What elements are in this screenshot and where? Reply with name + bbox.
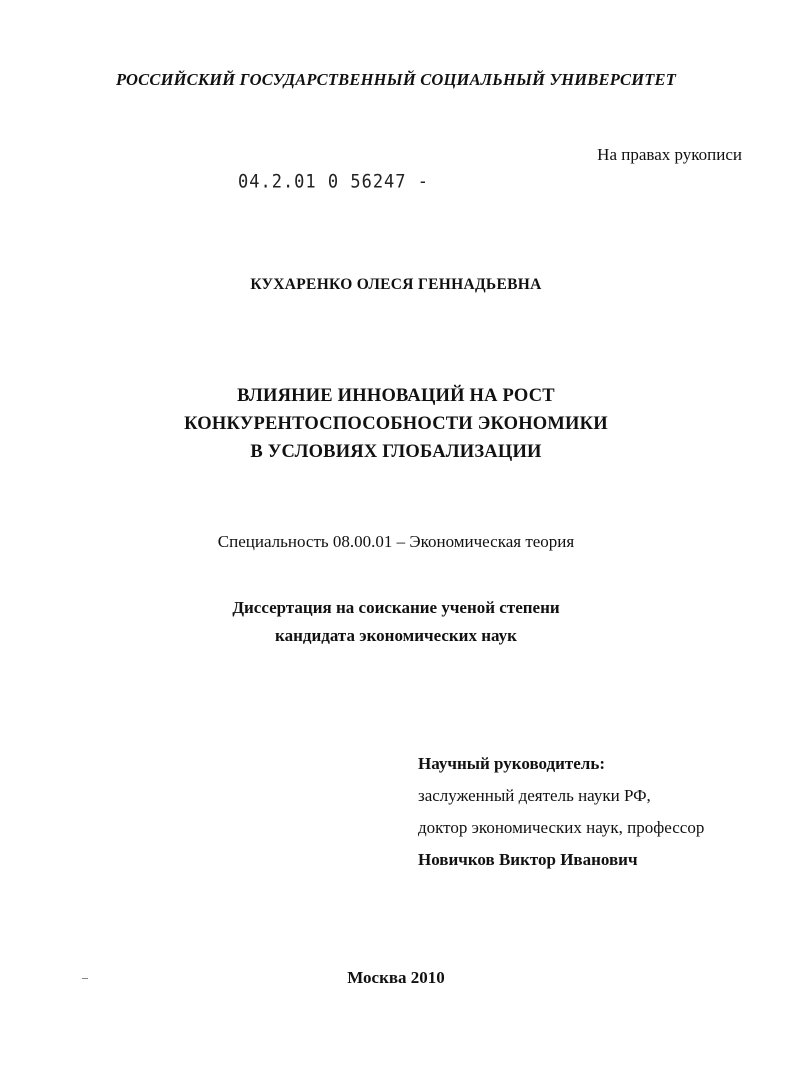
title-line-3: В УСЛОВИЯХ ГЛОБАЛИЗАЦИИ — [250, 442, 542, 462]
rights-note: На правах рукописи — [597, 145, 742, 164]
advisor-title-1: заслуженный деятель науки РФ, — [418, 786, 651, 805]
title-line-2: КОНКУРЕНТОСПОСОБНОСТИ ЭКОНОМИКИ — [184, 414, 608, 434]
advisor-block — [418, 748, 704, 876]
city-year: Москва 2010 — [347, 968, 445, 987]
author-name: КУХАРЕНКО ОЛЕСЯ ГЕННАДЬЕВНА — [250, 276, 542, 293]
title-line-1: ВЛИЯНИЕ ИННОВАЦИЙ НА РОСТ — [237, 386, 555, 406]
dissertation-title — [0, 382, 792, 466]
degree-line-1: Диссертация на соискание ученой степени — [232, 598, 560, 617]
degree-statement — [0, 594, 792, 650]
specialty: Специальность 08.00.01 – Экономическая теория — [217, 532, 575, 551]
advisor-title-2: доктор экономических наук, профессор — [418, 818, 705, 837]
stamp-number: 04.2.01 0 56247 - — [238, 170, 429, 194]
advisor-heading: Научный руководитель: — [418, 754, 605, 773]
advisor-name: Новичков Виктор Иванович — [418, 850, 638, 869]
degree-line-2: кандидата экономических наук — [275, 626, 517, 645]
university-name: РОССИЙСКИЙ ГОСУДАРСТВЕННЫЙ СОЦИАЛЬНЫЙ УНИВЕРСИТЕТ — [116, 70, 676, 89]
